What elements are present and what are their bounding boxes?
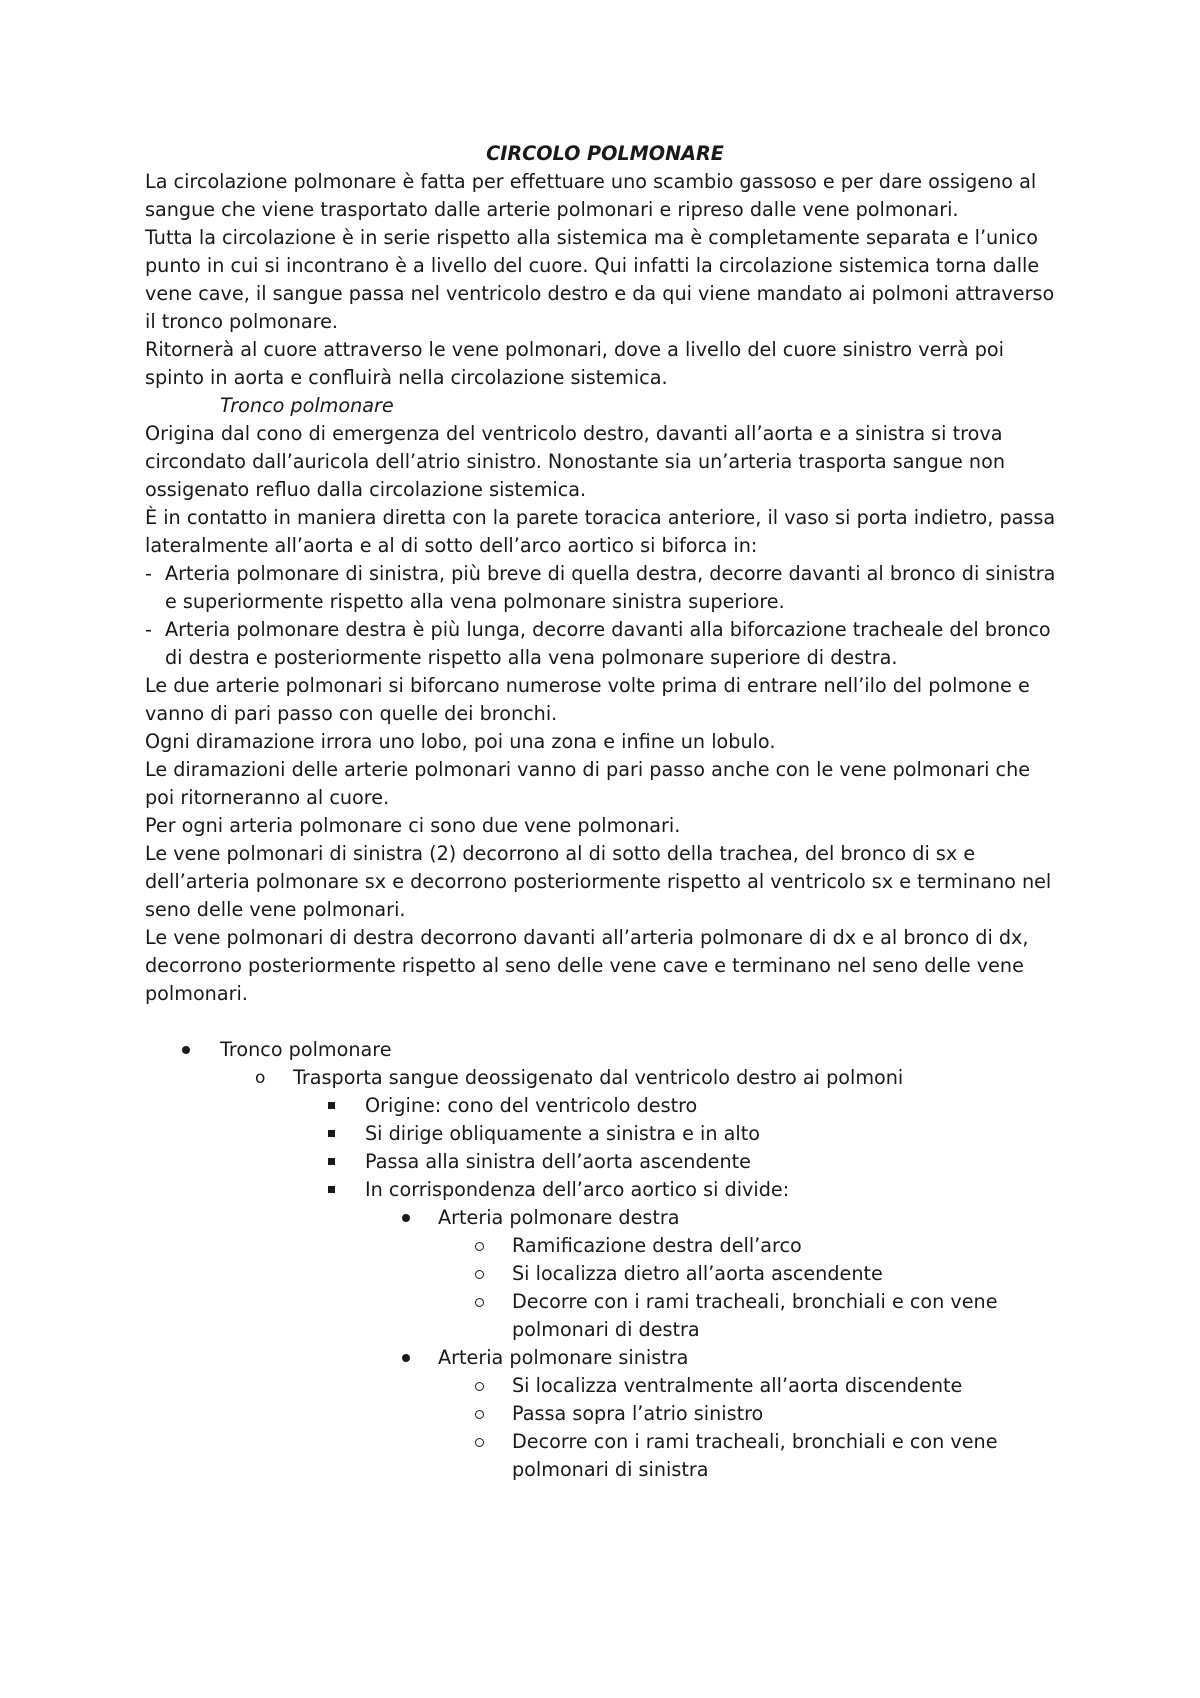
- outline-text: Passa alla sinistra dell’aorta ascendente: [365, 1150, 751, 1173]
- outline-text: Si localizza dietro all’aorta ascendente: [512, 1262, 883, 1285]
- outline-item: [145, 1400, 1065, 1428]
- section-subheading: Tronco polmonare: [220, 394, 394, 417]
- blank-line: [145, 1008, 1065, 1036]
- outline-item: [145, 1232, 1065, 1260]
- bullet-ring-icon: [475, 1382, 484, 1391]
- dash-item-text: Arteria polmonare di sinistra, più breve di quella destra, decorre davanti al bronco di sinistra e superiormente rispetto alla vena polmonare sinistra superiore.: [165, 562, 1056, 613]
- outline-item: [145, 1148, 1065, 1176]
- dash-list-item: [145, 616, 1065, 672]
- bullet-disc-icon: [182, 1046, 190, 1054]
- outline-item: [145, 1428, 1065, 1484]
- dash-marker: -: [145, 618, 152, 641]
- outline-text: In corrispondenza dell’arco aortico si divide:: [365, 1178, 790, 1201]
- outline-item: [145, 1260, 1065, 1288]
- outline-item: [145, 1036, 1065, 1064]
- outline-text: Trasporta sangue deossigenato dal ventricolo destro ai polmoni: [293, 1066, 904, 1089]
- outline-text: Decorre con i rami tracheali, bronchiali e con vene polmonari di sinistra: [512, 1430, 998, 1481]
- outline-text: Tronco polmonare: [220, 1038, 392, 1061]
- document-page: [145, 140, 1065, 1484]
- outline-item: [145, 1372, 1065, 1400]
- outline-item: [145, 1176, 1065, 1204]
- bullet-square-icon: [328, 1186, 335, 1193]
- dash-list-item: [145, 560, 1065, 616]
- body-paragraph: Le vene polmonari di destra decorrono davanti all’arteria polmonare di dx e al bronco di dx, decorrono posteriormente rispetto al seno delle vene cave e terminano nel seno delle vene polmonari.: [145, 926, 1029, 1005]
- bullet-ring-icon: [475, 1242, 484, 1251]
- bullet-ring-icon: [475, 1410, 484, 1419]
- intro-paragraph: La circolazione polmonare è fatta per effettuare uno scambio gassoso e per dare ossigeno al sangue che viene trasportato dalle arterie polmonari e ripreso dalle vene polmonari.: [145, 170, 1037, 221]
- outline-text: Si dirige obliquamente a sinistra e in alto: [365, 1122, 760, 1145]
- intro-paragraph: Ritornerà al cuore attraverso le vene polmonari, dove a livello del cuore sinistro verrà poi spinto in aorta e confluirà nella circolazione sistemica.: [145, 338, 1004, 389]
- outline-text: Origine: cono del ventricolo destro: [365, 1094, 698, 1117]
- outline-text: Decorre con i rami tracheali, bronchiali e con vene polmonari di destra: [512, 1290, 998, 1341]
- outline-text: Passa sopra l’atrio sinistro: [512, 1402, 764, 1425]
- bullet-square-icon: [328, 1102, 335, 1109]
- body-paragraph: Per ogni arteria polmonare ci sono due vene polmonari.: [145, 814, 681, 837]
- outline-text: Ramificazione destra dell’arco: [512, 1234, 802, 1257]
- bullet-ring-icon: [475, 1438, 484, 1447]
- outline-text: Arteria polmonare destra: [438, 1206, 680, 1229]
- outline-item: [145, 1120, 1065, 1148]
- body-paragraph: Ogni diramazione irrora uno lobo, poi una zona e infine un lobulo.: [145, 730, 776, 753]
- bullet-square-icon: [328, 1130, 335, 1137]
- dash-marker: -: [145, 562, 152, 585]
- bullet-ring-icon: [475, 1270, 484, 1279]
- body-paragraph: Origina dal cono di emergenza del ventricolo destro, davanti all’aorta e a sinistra si trova circondato dall’auricola dell’atrio sinistro. Nonostante sia un’arteria trasporta sangue non ossigenato refluo dalla circolazione sistemica.: [145, 422, 1005, 501]
- body-paragraph: Le vene polmonari di sinistra (2) decorrono al di sotto della trachea, del bronco di sx e dell’arteria polmonare sx e decorrono posteriormente rispetto al ventricolo sx e terminano nel seno delle vene polmonari.: [145, 842, 1052, 921]
- body-paragraph: Le diramazioni delle arterie polmonari vanno di pari passo anche con le vene polmonari che poi ritorneranno al cuore.: [145, 758, 1031, 809]
- outline-item: [145, 1288, 1065, 1344]
- intro-paragraph: Tutta la circolazione è in serie rispetto alla sistemica ma è completamente separata e l’unico punto in cui si incontrano è a livello del cuore. Qui infatti la circolazione sistemica torna dalle vene cave, il sangue passa nel ventricolo destro e da qui viene mandato ai polmoni attraverso il tronco polmonare.: [145, 226, 1055, 333]
- outline-item: [145, 1344, 1065, 1372]
- document-title: CIRCOLO POLMONARE: [486, 142, 724, 165]
- dash-item-text: Arteria polmonare destra è più lunga, decorre davanti alla biforcazione tracheale del bronco di destra e posteriormente rispetto alla vena polmonare superiore di destra.: [165, 618, 1051, 669]
- outline-item: [145, 1064, 1065, 1092]
- bullet-square-icon: [328, 1158, 335, 1165]
- bullet-o-icon: o: [255, 1068, 266, 1088]
- bullet-disc-icon: [402, 1354, 410, 1362]
- bullet-ring-icon: [475, 1298, 484, 1307]
- bullet-disc-icon: [402, 1214, 410, 1222]
- outline-item: [145, 1204, 1065, 1232]
- outline-text: Arteria polmonare sinistra: [438, 1346, 689, 1369]
- body-paragraph: È in contatto in maniera diretta con la parete toracica anteriore, il vaso si porta indietro, passa lateralmente all’aorta e al di sotto dell’arco aortico si biforca in:: [145, 506, 1056, 557]
- outline-item: [145, 1092, 1065, 1120]
- body-paragraph: Le due arterie polmonari si biforcano numerose volte prima di entrare nell’ilo del polmone e vanno di pari passo con quelle dei bronchi.: [145, 674, 1030, 725]
- outline-text: Si localizza ventralmente all’aorta discendente: [512, 1374, 963, 1397]
